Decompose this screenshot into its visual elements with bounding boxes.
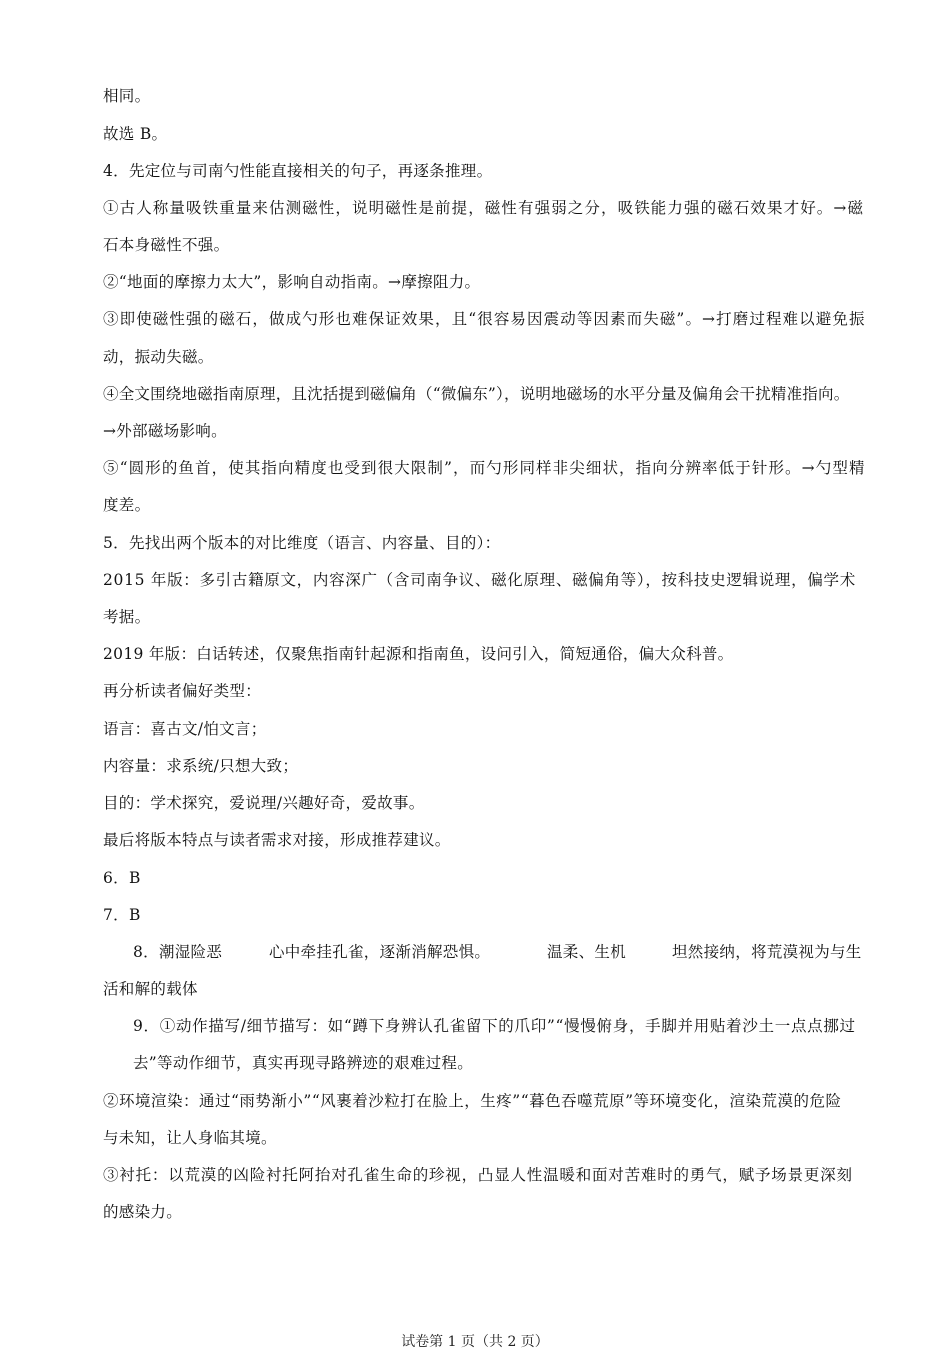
text-line: 动，振动失磁。: [103, 348, 214, 366]
text-line: 内容量：求系统/只想大致；: [103, 757, 299, 775]
text-line: 2019 年版：白话转述，仅聚焦指南针起源和指南鱼，设问引入，简短通俗，偏大众科普。: [103, 645, 734, 663]
answer-8: [133, 942, 908, 962]
text-line: ⑤“圆形的鱼首，使其指向精度也受到很大限制”，而勺形同样非尖细状，指向分辨率低于针形。→勺型精: [103, 459, 866, 477]
text-line: ④全文围绕地磁指南原理，且沈括提到磁偏角（“微偏东”），说明地磁场的水平分量及偏角会干扰精准指向。: [103, 385, 850, 403]
answer-6: 6．B: [103, 869, 141, 887]
page-footer: 试卷第 1 页（共 2 页）: [401, 1334, 549, 1350]
text-line: 考据。: [103, 608, 151, 626]
text-line: 最后将版本特点与读者需求对接，形成推荐建议。: [103, 831, 451, 849]
text-line: 2015 年版：多引古籍原文，内容深广（含司南争议、磁化原理、磁偏角等），按科技史逻辑说理，偏学术: [103, 571, 856, 589]
text-line: ②“地面的摩擦力太大”，影响自动指南。→摩擦阻力。: [103, 273, 481, 291]
answer-7: 7．B: [103, 906, 141, 924]
answer-8-part-1: 8．潮湿险恶: [133, 943, 223, 961]
text-line: ①古人称量吸铁重量来估测磁性，说明磁性是前提，磁性有强弱之分，吸铁能力强的磁石效果才好。→磁: [103, 199, 865, 217]
answer-8-part-2: 心中牵挂孔雀，逐渐消解恐惧。: [269, 943, 491, 961]
text-line: ③即使磁性强的磁石，做成勺形也难保证效果，且“很容易因震动等因素而失磁”。→打磨过程难以避免振: [103, 310, 866, 328]
text-line: 相同。: [103, 87, 151, 105]
answer-9-line: 去”等动作细节，真实再现寻路辨迹的艰难过程。: [133, 1054, 474, 1072]
text-line: 故选 B。: [103, 125, 168, 143]
text-line: 目的：学术探究，爱说理/兴趣好奇，爱故事。: [103, 794, 425, 812]
answer-9-line: 与未知，让人身临其境。: [103, 1129, 277, 1147]
text-line: 石本身磁性不强。: [103, 236, 230, 254]
answer-8-part-3: 温柔、生机: [547, 943, 627, 961]
text-line: 语言：喜古文/怕文言；: [103, 720, 267, 738]
question-4-heading: 4．先定位与司南勺性能直接相关的句子，再逐条推理。: [103, 162, 493, 180]
answer-9-line: 9．①动作描写/细节描写：如“蹲下身辨认孔雀留下的爪印”“慢慢俯身，手脚并用贴着沙土一点点挪过: [133, 1017, 856, 1035]
answer-9-line: ②环境渲染：通过“雨势渐小”“风裹着沙粒打在脸上，生疼”“暮色吞噬荒原”等环境变化，渲染荒漠的危险: [103, 1092, 842, 1110]
answer-8-continued: 活和解的载体: [103, 980, 198, 998]
answer-9-line: ③衬托：以荒漠的凶险衬托阿抬对孔雀生命的珍视，凸显人性温暖和面对苦难时的勇气，赋予场景更深刻: [103, 1166, 853, 1184]
question-5-heading: 5．先找出两个版本的对比维度（语言、内容量、目的）：: [103, 534, 501, 552]
text-line: →外部磁场影响。: [103, 422, 227, 440]
answer-8-part-4: 坦然接纳，将荒漠视为与生: [672, 943, 862, 961]
text-line: 再分析读者偏好类型：: [103, 682, 262, 700]
text-line: 度差。: [103, 496, 151, 514]
answer-9-line: 的感染力。: [103, 1203, 183, 1221]
